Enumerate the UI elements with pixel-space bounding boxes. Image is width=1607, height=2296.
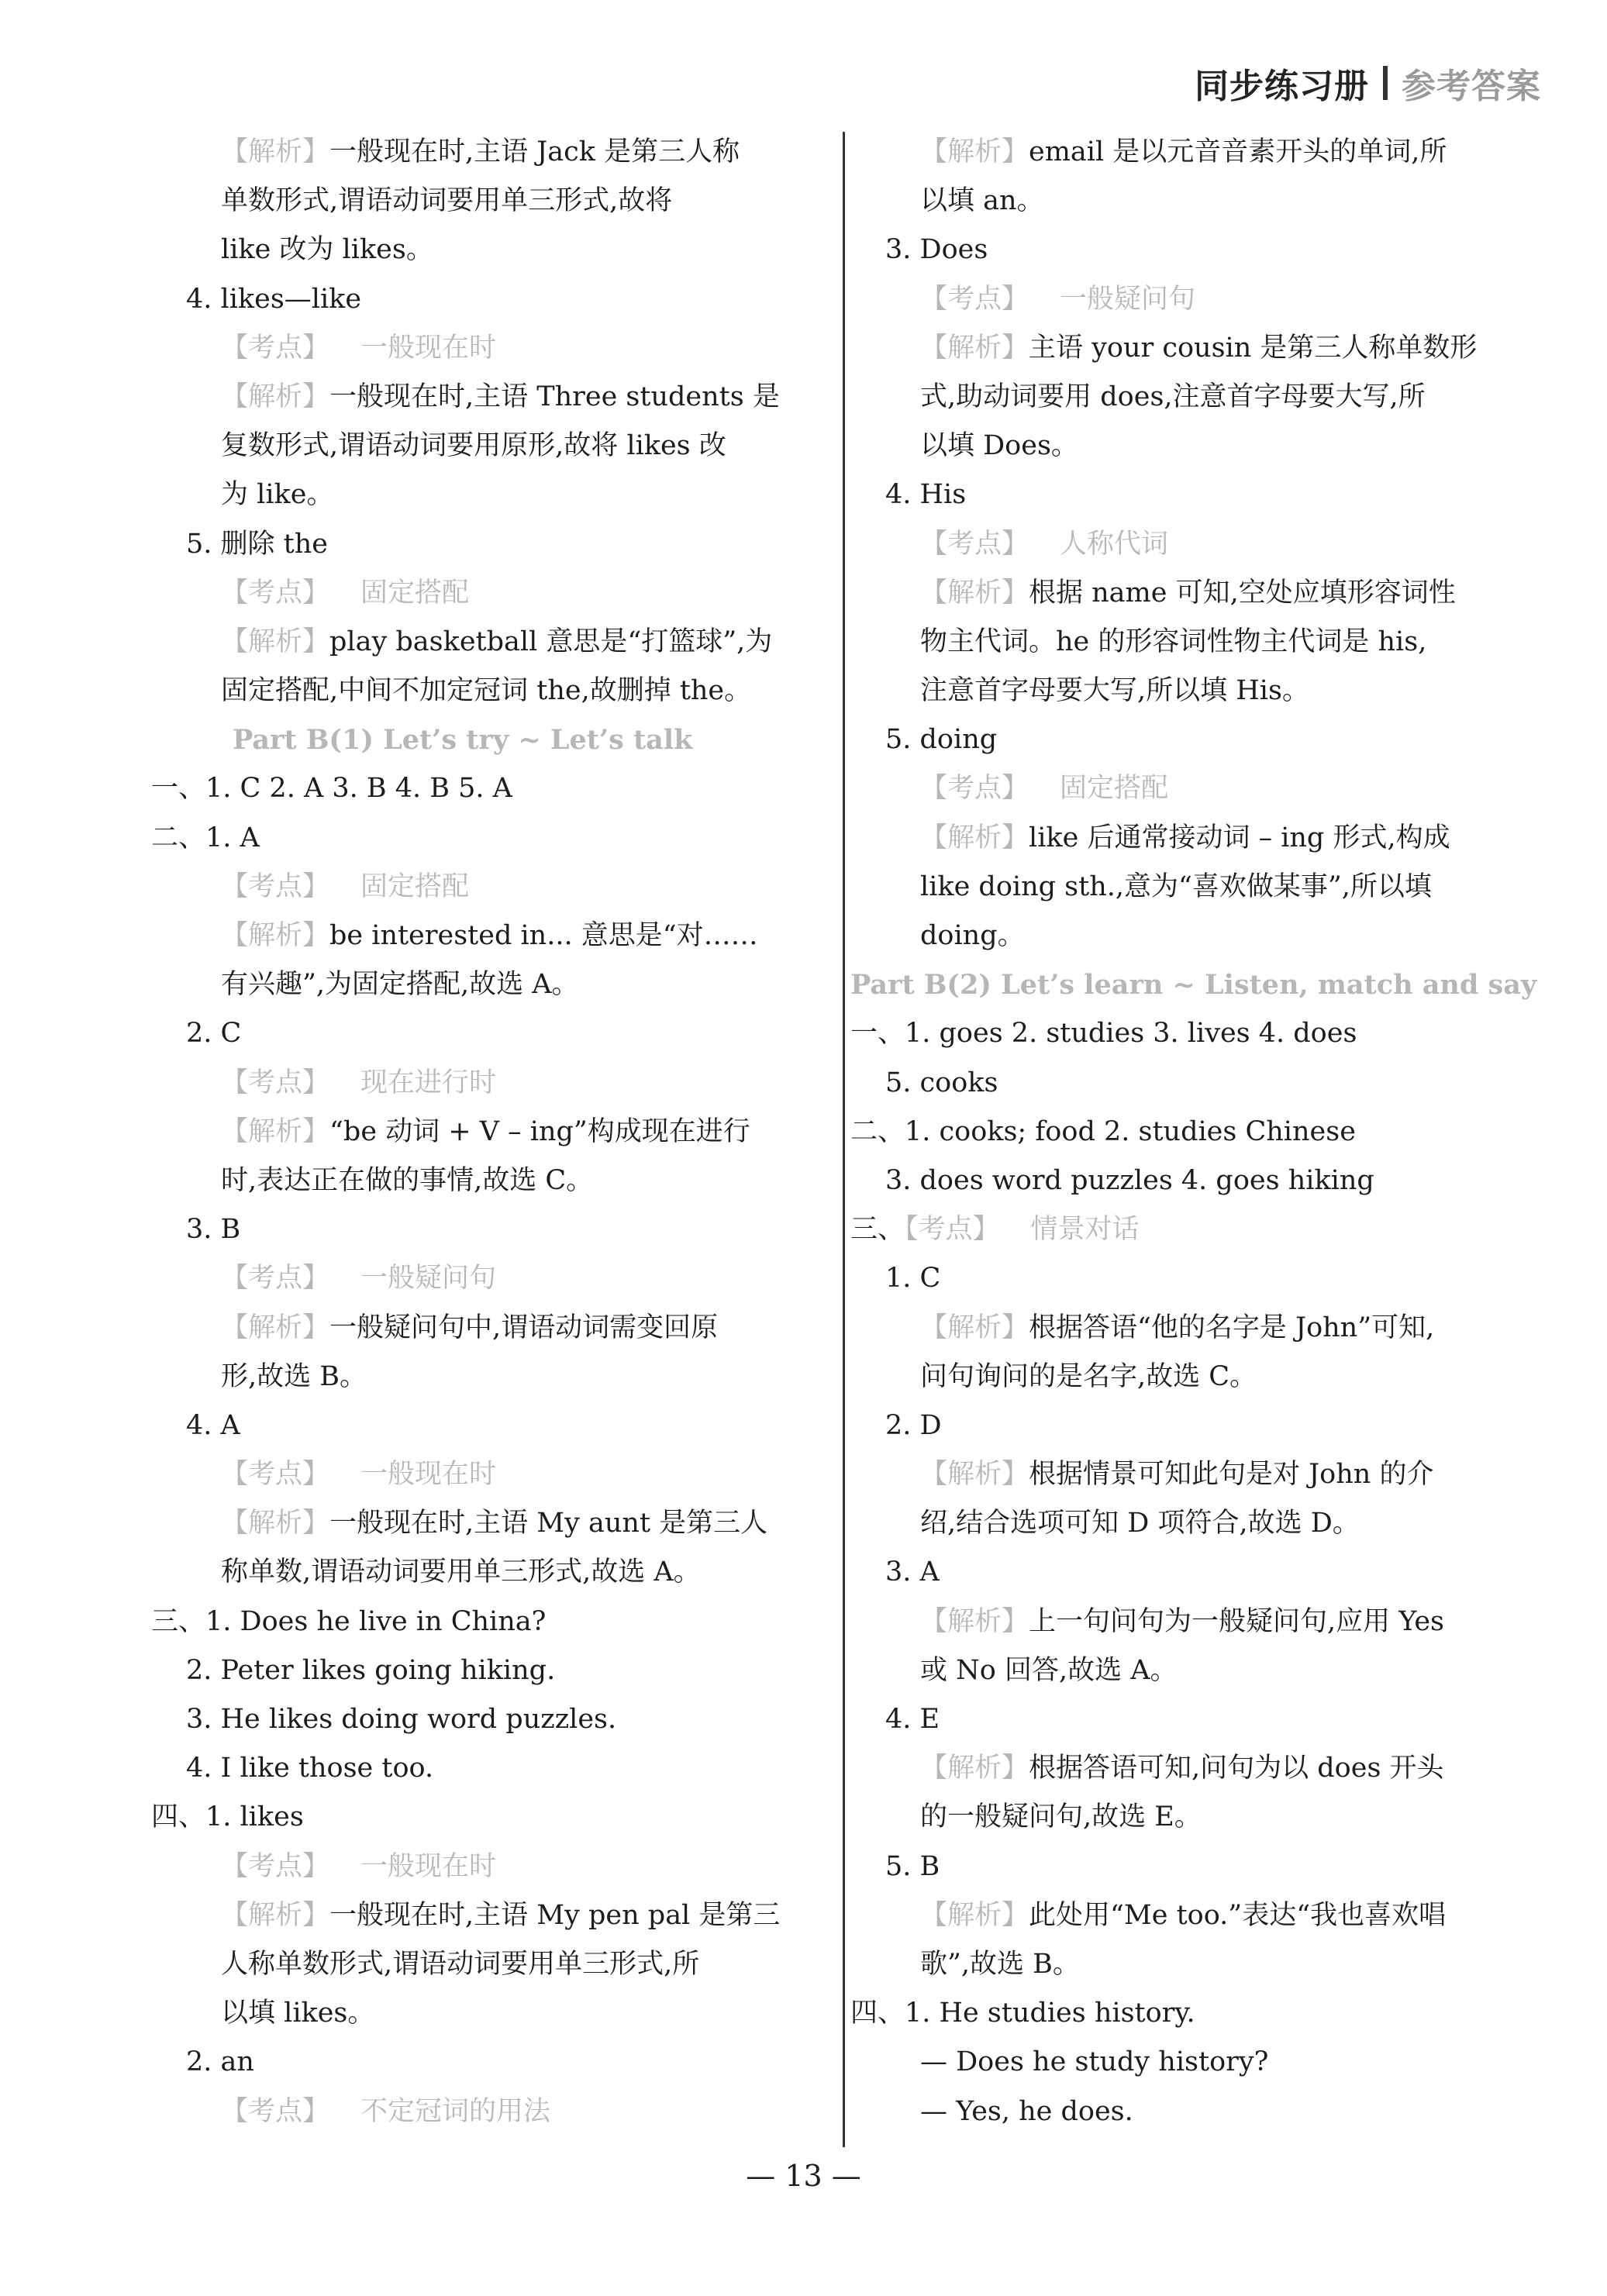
answer-line	[850, 275, 1540, 324]
answer-line	[151, 422, 833, 471]
answer-text: 三、	[850, 1214, 905, 1246]
answer-line	[850, 2038, 1540, 2087]
answer-line	[151, 1891, 833, 1940]
answer-line	[151, 863, 833, 912]
answer-text: 二、1. A	[151, 822, 260, 853]
topic-value: 固定搭配	[360, 577, 470, 608]
answer-text: play basketball 意思是“打篮球”,为	[329, 626, 773, 657]
topic-value: 一般疑问句	[360, 1263, 497, 1295]
answer-text: 四、1. He studies history.	[850, 1998, 1195, 2029]
answer-line	[850, 1157, 1540, 1205]
answer-line	[151, 960, 833, 1009]
analysis-tag: 【解析】	[920, 822, 1029, 853]
answer-text: 形,故选 B。	[221, 1360, 367, 1392]
answer-text: 四、1. likes	[151, 1801, 304, 1833]
answer-text: 根据情景可知此句是对 John 的介	[1029, 1459, 1434, 1491]
answer-line	[850, 1744, 1540, 1793]
answer-text: 物主代词。he 的形容词性物主代词是 his,	[920, 626, 1427, 657]
topic-value: 一般现在时	[360, 1459, 497, 1491]
right-column	[850, 128, 1540, 2136]
answer-line	[850, 1940, 1540, 1989]
answer-line	[850, 226, 1540, 274]
answer-line	[850, 1548, 1540, 1597]
answer-text: 以填 Does。	[920, 430, 1078, 462]
answer-text: “be 动词 + V – ing”构成现在进行	[329, 1115, 750, 1147]
answer-line	[151, 275, 833, 324]
answer-line	[151, 226, 833, 274]
answer-line	[151, 1353, 833, 1401]
page-number: — 13 —	[746, 2159, 861, 2193]
answer-line	[151, 128, 833, 177]
answer-line	[151, 1157, 833, 1205]
answer-text: doing。	[920, 920, 1025, 951]
answer-line	[151, 1401, 833, 1450]
answer-line	[850, 1059, 1540, 1108]
answer-text: 3. He likes doing word puzzles.	[186, 1704, 617, 1735]
topic-tag: 【考点】	[221, 1459, 330, 1491]
answer-line	[850, 1304, 1540, 1353]
answer-line	[850, 1695, 1540, 1744]
answer-line	[151, 715, 833, 764]
answer-text: 5. B	[885, 1850, 940, 1882]
answer-text: 根据答语“他的名字是 John”可知,	[1029, 1312, 1435, 1343]
answer-line	[850, 373, 1540, 422]
answer-text: 4. E	[885, 1704, 940, 1735]
answer-text: 以填 likes。	[221, 1998, 375, 2029]
topic-value: 不定冠词的用法	[360, 2095, 551, 2127]
answer-text: 一般现在时,主语 Three students 是	[329, 381, 780, 412]
book-title: 同步练习册	[1195, 67, 1369, 106]
topic-tag: 【考点】	[221, 577, 330, 608]
answer-text: 有兴趣”,为固定搭配,故选 A。	[221, 969, 579, 1001]
answer-line	[850, 715, 1540, 764]
section-heading: Part B(2) Let’s learn ~ Listen, match and say	[850, 969, 1537, 1001]
answer-line	[151, 2038, 833, 2087]
answer-line	[850, 1254, 1540, 1303]
answer-line	[151, 1989, 833, 2038]
answer-line	[151, 520, 833, 569]
page-header	[1195, 58, 1541, 108]
analysis-tag: 【解析】	[221, 381, 330, 412]
topic-tag: 【考点】	[920, 528, 1029, 560]
answer-text: 时,表达正在做的事情,故选 C。	[221, 1164, 594, 1196]
answer-text: 或 No 回答,故选 A。	[920, 1654, 1178, 1686]
answer-line	[151, 912, 833, 960]
answer-line	[151, 1843, 833, 1891]
answer-line	[151, 2087, 833, 2136]
answer-text: 一般现在时,主语 Jack 是第三人称	[329, 136, 740, 167]
answer-text: 一、1. goes 2. studies 3. lives 4. does	[850, 1018, 1357, 1050]
answer-text: 主语 your cousin 是第三人称单数形	[1029, 332, 1478, 364]
analysis-tag: 【解析】	[920, 1753, 1029, 1784]
answer-line	[850, 1843, 1540, 1891]
answer-line	[151, 569, 833, 618]
answer-line	[151, 1304, 833, 1353]
answer-line	[850, 1108, 1540, 1157]
answer-line	[850, 520, 1540, 569]
answer-line	[850, 1989, 1540, 2038]
answer-text: 此处用“Me too.”表达“我也喜欢唱	[1029, 1899, 1447, 1931]
answer-text: — Yes, he does.	[920, 2095, 1133, 2127]
answer-text: 称单数,谓语动词要用单三形式,故选 A。	[221, 1557, 701, 1588]
answer-line	[850, 618, 1540, 667]
analysis-tag: 【解析】	[221, 920, 330, 951]
answer-line	[151, 1254, 833, 1303]
topic-value: 固定搭配	[360, 870, 470, 902]
answer-line	[151, 1059, 833, 1108]
answer-line	[850, 1401, 1540, 1450]
topic-tag: 【考点】	[221, 1850, 330, 1882]
analysis-tag: 【解析】	[221, 136, 330, 167]
answer-line	[151, 1598, 833, 1646]
answer-text: 根据答语可知,问句为以 does 开头	[1029, 1753, 1444, 1784]
answer-text: like 改为 likes。	[221, 234, 433, 266]
answer-text: email 是以元音音素开头的单词,所	[1029, 136, 1447, 167]
answer-text: 歌”,故选 B。	[920, 1948, 1080, 1980]
section-heading: Part B(1) Let’s try ~ Let’s talk	[233, 724, 693, 757]
answer-line	[850, 912, 1540, 960]
answer-text: 式,助动词要用 does,注意首字母要大写,所	[920, 381, 1426, 412]
answer-line	[850, 128, 1540, 177]
analysis-tag: 【解析】	[221, 1508, 330, 1539]
answer-line	[151, 471, 833, 519]
section-title: 参考答案	[1402, 67, 1541, 106]
answer-line	[151, 814, 833, 863]
answer-text: 上一句问句为一般疑问句,应用 Yes	[1029, 1605, 1445, 1637]
answer-text: 一般现在时,主语 My aunt 是第三人	[329, 1508, 768, 1539]
answer-line	[151, 764, 833, 813]
answer-text: 3. A	[885, 1557, 940, 1588]
answer-text: 4. His	[885, 479, 967, 511]
answer-line	[151, 1450, 833, 1499]
answer-line	[151, 1499, 833, 1548]
answer-line	[850, 1646, 1540, 1695]
analysis-tag: 【解析】	[920, 577, 1029, 608]
answer-text: 固定搭配,中间不加定冠词 the,故删掉 the。	[221, 675, 752, 707]
answer-text: like doing sth.,意为“喜欢做某事”,所以填	[920, 870, 1432, 902]
topic-value: 固定搭配	[1060, 773, 1169, 805]
topic-tag: 【考点】	[221, 1263, 330, 1295]
analysis-tag: 【解析】	[221, 1899, 330, 1931]
answer-text: 人称单数形式,谓语动词要用单三形式,所	[221, 1948, 700, 1980]
answer-text: — Does he study history?	[920, 2046, 1269, 2078]
answer-line	[850, 667, 1540, 715]
answer-line	[850, 1598, 1540, 1646]
topic-value: 情景对话	[1030, 1214, 1140, 1246]
topic-tag: 【考点】	[920, 283, 1029, 315]
answer-text: 2. an	[186, 2046, 254, 2078]
topic-tag: 【考点】	[221, 1067, 330, 1098]
answer-text: 为 like。	[221, 479, 334, 511]
answer-text: 一、1. C 2. A 3. B 4. B 5. A	[151, 773, 512, 805]
answer-text: 的一般疑问句,故选 E。	[920, 1801, 1202, 1833]
answer-line	[151, 177, 833, 226]
topic-value: 人称代词	[1060, 528, 1169, 560]
answer-text: 一般疑问句中,谓语动词需变回原	[329, 1312, 719, 1343]
answer-line	[850, 1009, 1540, 1058]
answer-text: 3. does word puzzles 4. goes hiking	[885, 1164, 1374, 1196]
analysis-tag: 【解析】	[221, 1312, 330, 1343]
answer-text: 4. A	[186, 1409, 240, 1441]
analysis-tag: 【解析】	[920, 1459, 1029, 1491]
answer-text: 绍,结合选项可知 D 项符合,故选 D。	[920, 1508, 1360, 1539]
answer-text: 注意首字母要大写,所以填 His。	[920, 675, 1309, 707]
answer-text: 3. Does	[885, 234, 988, 266]
answer-text: 4. I like those too.	[186, 1753, 434, 1784]
answer-text: 问句询问的是名字,故选 C。	[920, 1360, 1257, 1392]
answer-text: 3. B	[186, 1214, 241, 1246]
answer-line	[850, 1499, 1540, 1548]
answer-line	[850, 324, 1540, 373]
topic-tag: 【考点】	[905, 1214, 1000, 1246]
answer-text: 复数形式,谓语动词要用原形,故将 likes 改	[221, 430, 726, 462]
answer-line	[850, 1793, 1540, 1842]
answer-text: 1. C	[885, 1263, 941, 1295]
answer-line	[151, 1695, 833, 1744]
answer-text: 2. D	[885, 1409, 942, 1441]
answer-line	[850, 764, 1540, 813]
analysis-tag: 【解析】	[920, 332, 1029, 364]
answer-text: 三、1. Does he live in China?	[151, 1605, 547, 1637]
answer-text: 单数形式,谓语动词要用单三形式,故将	[221, 185, 673, 217]
answer-line	[850, 960, 1540, 1009]
answer-line	[151, 1108, 833, 1157]
answer-text: 二、1. cooks; food 2. studies Chinese	[850, 1115, 1356, 1147]
answer-line	[151, 1009, 833, 1058]
left-column	[151, 128, 833, 2136]
answer-text: 5. doing	[885, 724, 998, 756]
answer-line	[151, 324, 833, 373]
header-divider	[1383, 66, 1388, 100]
answer-line	[850, 1353, 1540, 1401]
answer-line	[850, 2087, 1540, 2136]
answer-text: be interested in... 意思是“对……	[329, 920, 758, 951]
topic-tag: 【考点】	[221, 2095, 330, 2127]
answer-line	[850, 177, 1540, 226]
column-divider	[843, 132, 845, 2147]
answer-text: 2. C	[186, 1018, 242, 1050]
answer-line	[151, 618, 833, 667]
analysis-tag: 【解析】	[920, 1312, 1029, 1343]
answer-line	[151, 1548, 833, 1597]
answer-text: 以填 an。	[920, 185, 1044, 217]
analysis-tag: 【解析】	[221, 626, 330, 657]
answer-line	[850, 422, 1540, 471]
topic-value: 一般疑问句	[1060, 283, 1196, 315]
answer-line	[850, 1205, 1540, 1254]
answer-text: 一般现在时,主语 My pen pal 是第三	[329, 1899, 781, 1931]
answer-line	[151, 1646, 833, 1695]
analysis-tag: 【解析】	[221, 1115, 330, 1147]
answer-text: 4. likes—like	[186, 283, 362, 315]
answer-line	[850, 814, 1540, 863]
answer-line	[151, 1744, 833, 1793]
answer-line	[850, 863, 1540, 912]
topic-value: 一般现在时	[360, 1850, 497, 1882]
answer-line	[151, 373, 833, 422]
topic-value: 一般现在时	[360, 332, 497, 364]
answer-line	[151, 1940, 833, 1989]
answer-line	[151, 1793, 833, 1842]
answer-text: like 后通常接动词 – ing 形式,构成	[1029, 822, 1450, 853]
answer-text: 5. 删除 the	[186, 528, 328, 560]
analysis-tag: 【解析】	[920, 136, 1029, 167]
answer-line	[151, 1205, 833, 1254]
topic-value: 现在进行时	[360, 1067, 497, 1098]
topic-tag: 【考点】	[221, 332, 330, 364]
answer-text: 2. Peter likes going hiking.	[186, 1654, 556, 1686]
answer-text: 根据 name 可知,空处应填形容词性	[1029, 577, 1456, 608]
answer-line	[850, 1450, 1540, 1499]
answer-line	[850, 471, 1540, 519]
answer-text: 5. cooks	[885, 1067, 998, 1098]
analysis-tag: 【解析】	[920, 1605, 1029, 1637]
analysis-tag: 【解析】	[920, 1899, 1029, 1931]
topic-tag: 【考点】	[221, 870, 330, 902]
answer-line	[850, 1891, 1540, 1940]
answer-line	[151, 667, 833, 715]
topic-tag: 【考点】	[920, 773, 1029, 805]
answer-line	[850, 569, 1540, 618]
